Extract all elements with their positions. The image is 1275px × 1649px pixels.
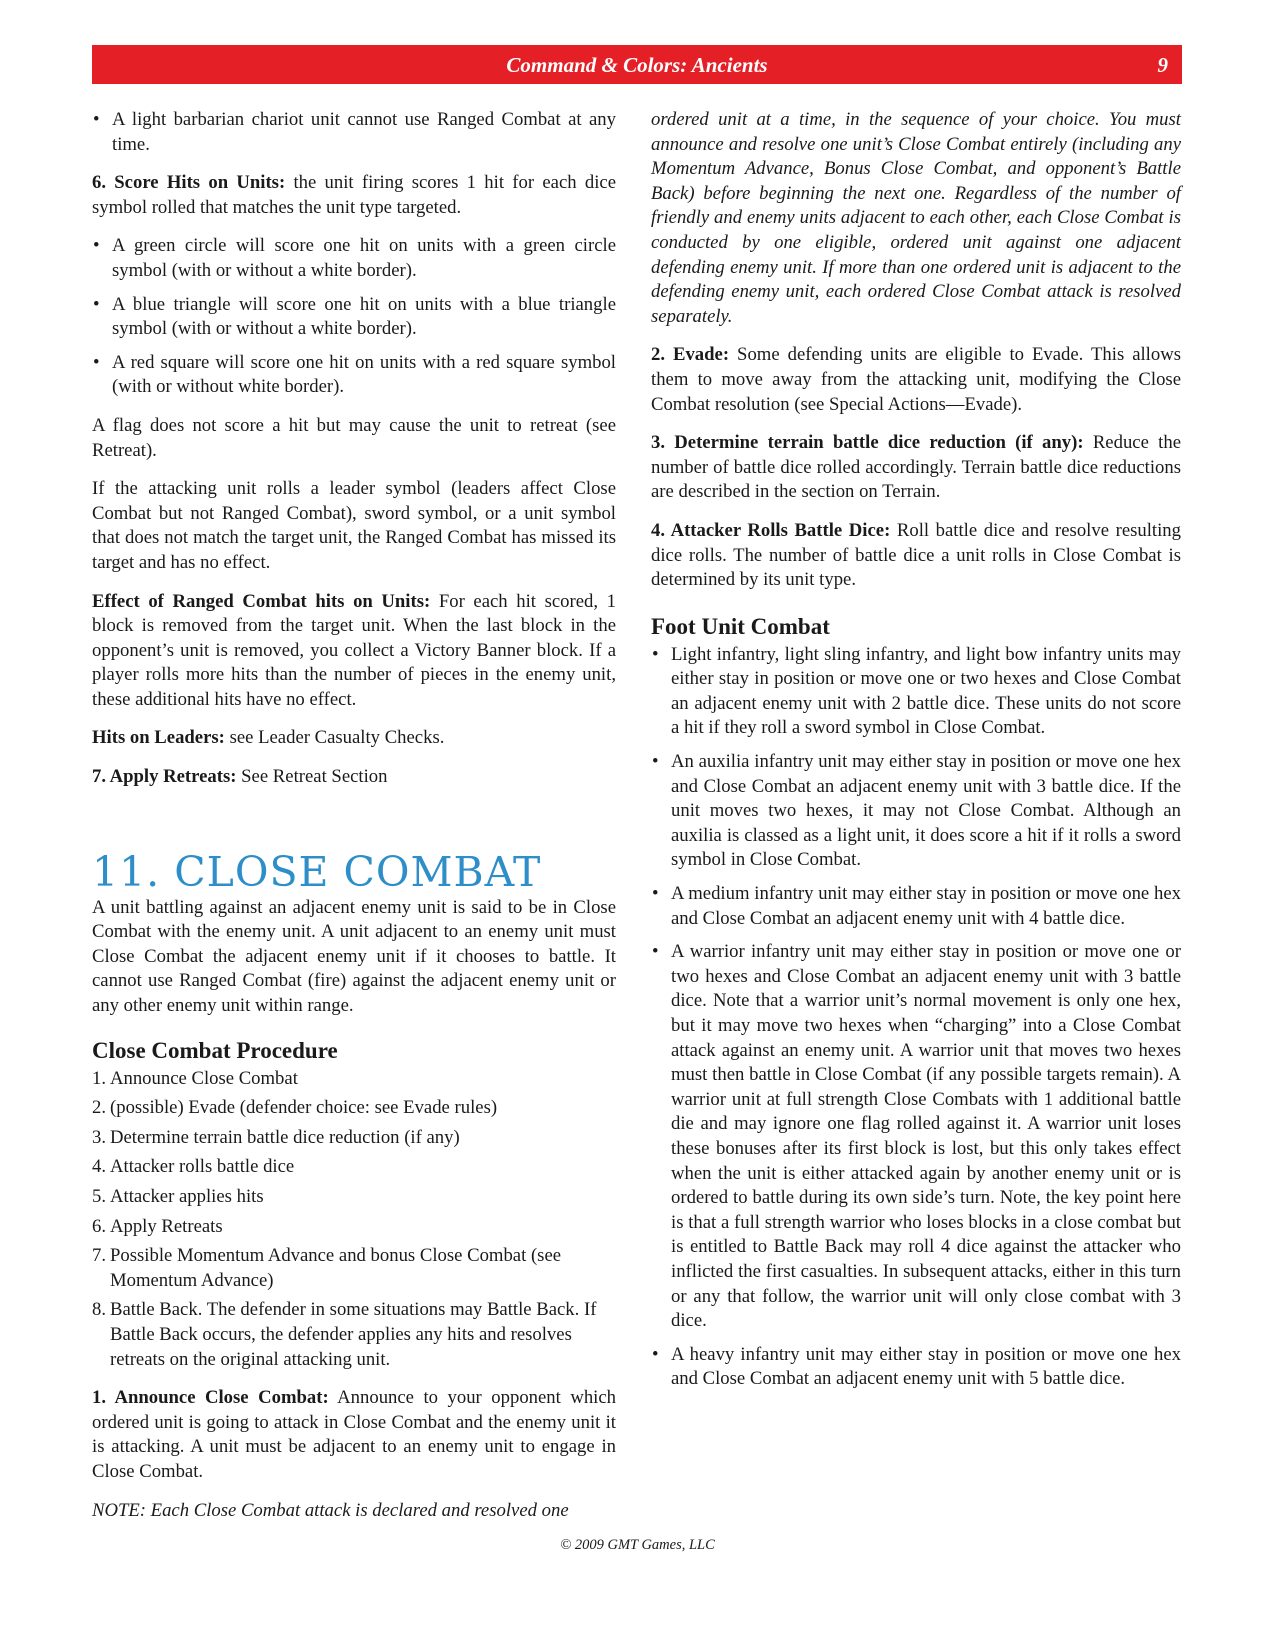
page-header-bar — [92, 45, 1182, 84]
apply-retreats-paragraph — [92, 765, 616, 790]
rule-label: 3. Determine terrain battle dice reduction (if any): — [651, 432, 1084, 454]
note-continuation: ordered unit at a time, in the sequence of your choice. You must announce and resolve one unit’s Close Combat entirely (including any Momentum Advance, Bonus Close Combat, and opponent’s Battle Back) before beginning the next one. Regardless of the number of friendly and enemy units adjacent to each other, each Close Combat is conducted by one eligible, ordered unit against one adjacent defending enemy unit. If more than one ordered unit is adjacent to the defending enemy unit, each ordered Close Combat attack is resolved separately. — [651, 109, 1181, 327]
rule-text: Announce to your opponent which ordered unit is going to attack in Close Combat and the enemy unit it is attacking. A unit must be adjacent to an enemy unit to engage in Close Combat. — [92, 1387, 617, 1482]
step-text: Attacker rolls battle dice — [110, 1156, 295, 1178]
step-text: Possible Momentum Advance and bonus Close Combat (see Momentum Advance) — [110, 1245, 562, 1291]
rule-text: See Retreat Section — [236, 766, 388, 788]
step-number: 1. — [92, 1067, 107, 1089]
step-number: 6. — [92, 1215, 107, 1237]
step-number: 5. — [92, 1186, 107, 1207]
rule-label: Hits on Leaders: — [92, 727, 225, 749]
announce-paragraph — [92, 1386, 616, 1484]
procedure-heading: Close Combat Procedure — [92, 1037, 338, 1063]
step-text: Determine terrain battle dice reduction (if any) — [110, 1126, 460, 1148]
step-text: Apply Retreats — [110, 1215, 223, 1237]
section-title: 11. CLOSE COMBAT — [92, 847, 542, 896]
rule-label: 2. Evade: — [651, 344, 730, 366]
procedure-step — [92, 1126, 616, 1151]
procedure-step — [92, 1155, 616, 1180]
step-text: Announce Close Combat — [110, 1067, 298, 1089]
rule-text: For each hit scored, 1 block is removed from the target unit. When the last block in the opponent’s unit is removed, you collect a Victory Banner block. If a player rolls more hits than the number of pieces in the enemy unit, these additional hits have no effect. — [92, 590, 616, 710]
chariot-bullet-list — [92, 108, 616, 157]
rule-text: Roll battle dice and resolve resulting dice rolls. The number of battle dice a unit rolls in Close Combat is determined by its unit type. — [651, 519, 1181, 591]
right-column — [651, 108, 1181, 1406]
rule-label: 6. Score Hits on Units: — [92, 172, 286, 194]
procedure-step — [92, 1185, 616, 1210]
note-start: NOTE: Each Close Combat attack is declared and resolved one — [92, 1499, 569, 1521]
step-number: 2. — [92, 1097, 107, 1119]
foot-unit-heading: Foot Unit Combat — [651, 613, 830, 639]
step-text: Battle Back. The defender in some situations may Battle Back. If Battle Back occurs, the defender applies any hits and resolves retreats on the original attacking unit. — [110, 1299, 597, 1370]
attacker-rolls-paragraph — [651, 519, 1181, 593]
step-number: 4. — [92, 1156, 107, 1178]
procedure-step — [92, 1215, 616, 1240]
rule-label: 4. Attacker Rolls Battle Dice: — [651, 519, 891, 541]
foot-unit-bullet-list — [651, 643, 1181, 1392]
rule-label: 7. Apply Retreats: — [92, 766, 237, 788]
step-text: Attacker applies hits — [110, 1186, 264, 1207]
score-hits-paragraph — [92, 171, 616, 220]
flag-paragraph: A flag does not score a hit but may cause the unit to retreat (see Retreat). — [92, 414, 616, 461]
step-number: 3. — [92, 1126, 107, 1148]
step-number: 8. — [92, 1299, 107, 1321]
procedure-step — [92, 1096, 616, 1121]
effect-paragraph — [92, 590, 616, 713]
rule-text: Some defending units are eligible to Evade. This allows them to move away from the attacking unit, modifying the Close Combat resolution (see Special Actions—Evade). — [651, 344, 1181, 415]
rule-label: 1. Announce Close Combat: — [92, 1387, 329, 1409]
list-item: • A red square will score one hit on units with a red square symbol (with or without white border). — [92, 351, 616, 400]
list-item: • A medium infantry unit may either stay in position or move one hex and Close Combat an adjacent enemy unit with 4 battle dice. — [651, 882, 1181, 931]
list-item: • A light barbarian chariot unit cannot use Ranged Combat at any time. — [92, 108, 616, 157]
list-item: • A warrior infantry unit may either stay in position or move one or two hexes and Close Combat an adjacent enemy unit with 3 battle dice. Note that a warrior unit’s normal movement is only one hex, but it may move two hexes when “charging” into a Close Combat attack against an enemy unit. A warrior unit that moves two hexes must then battle in Close Combat (if any possible targets remain). A warrior unit at full strength Close Combats with 1 additional battle die and may ignore one flag rolled against it. A warrior unit loses these bonuses after its first block is lost, but this only takes effect when the unit is either attacked again by another enemy unit or is ordered to battle during its own side’s turn. Note, the key point here is that a full strength warrior who loses blocks in a close combat but is entitled to Battle Back may roll 4 dice against the attacker who inflicted the first casualties. In subsequent attacks, either in this turn or any that follow, the warrior unit will only close combat with 3 dice. — [651, 940, 1181, 1334]
copyright-footer: © 2009 GMT Games, LLC — [560, 1537, 715, 1553]
rule-text: the unit firing scores 1 hit for each dice symbol rolled that matches the unit type targeted. — [92, 172, 616, 218]
procedure-step — [92, 1244, 616, 1293]
leader-symbol-paragraph: If the attacking unit rolls a leader symbol (leaders affect Close Combat but not Ranged Combat), sword symbol, or a unit symbol that does not match the target unit, the Ranged Combat has missed its target and has no effect. — [92, 478, 616, 573]
left-column — [92, 108, 616, 1537]
rule-label: Effect of Ranged Combat hits on Units: — [92, 590, 431, 612]
rule-text: see Leader Casualty Checks. — [224, 727, 445, 749]
evade-paragraph — [651, 343, 1181, 417]
hits-on-leaders-paragraph — [92, 726, 616, 751]
list-item: • Light infantry, light sling infantry, and light bow infantry units may either stay in position or move one or two hexes and Close Combat an adjacent enemy unit with 2 battle dice. These units do not score a hit if they roll a sword symbol in Close Combat. — [651, 643, 1181, 741]
step-text: (possible) Evade (defender choice: see Evade rules) — [110, 1097, 498, 1119]
close-combat-intro: A unit battling against an adjacent enemy unit is said to be in Close Combat with the enemy unit. A unit adjacent to an enemy unit must Close Combat the adjacent enemy unit if it chooses to battle. It cannot use Ranged Combat (fire) against the adjacent enemy unit or any other enemy unit within range. — [92, 896, 616, 1017]
page-number: 9 — [1157, 53, 1168, 77]
rule-text: Reduce the number of battle dice rolled accordingly. Terrain battle dice reductions are described in the section on Terrain. — [651, 432, 1181, 503]
list-item: • An auxilia infantry unit may either stay in position or move one hex and Close Combat an adjacent enemy unit with 3 battle dice. If the unit moves two hexes, it may not Close Combat. Although an auxilia is classed as a light unit, it does score a hit if it rolls a sword symbol in Close Combat. — [651, 750, 1181, 873]
step-number: 7. — [92, 1245, 107, 1267]
procedure-step — [92, 1067, 616, 1092]
terrain-paragraph — [651, 431, 1181, 505]
header-title: Command & Colors: Ancients — [506, 53, 768, 77]
list-item: • A green circle will score one hit on units with a green circle symbol (with or without a white border). — [92, 234, 616, 283]
procedure-list — [92, 1067, 616, 1373]
list-item: • A blue triangle will score one hit on units with a blue triangle symbol (with or without a white border). — [92, 293, 616, 342]
score-hits-bullet-list — [92, 234, 616, 400]
procedure-step — [92, 1298, 616, 1372]
list-item: • A heavy infantry unit may either stay in position or move one hex and Close Combat an adjacent enemy unit with 5 battle dice. — [651, 1343, 1181, 1392]
